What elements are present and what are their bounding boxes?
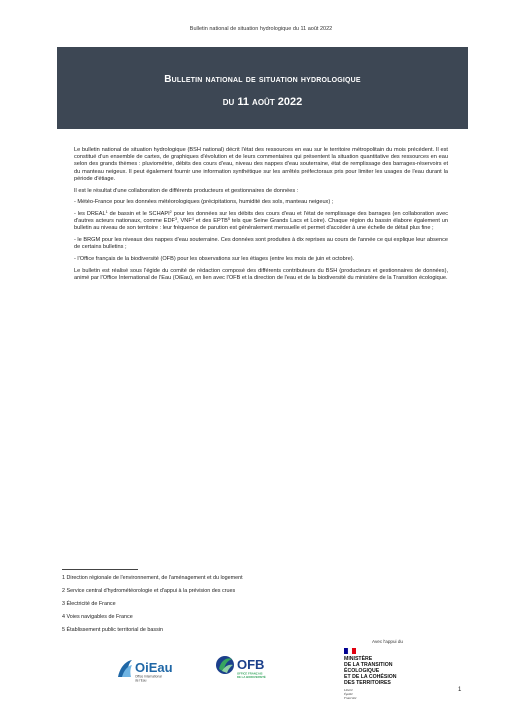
running-header: Bulletin national de situation hydrologique du 11 août 2022	[189, 26, 333, 32]
paragraph-intro: Le bulletin national de situation hydrologique (BSH national) décrit l'état des ressources en eau sur le territoire métropolitain du mois précédent. Il est constitué d'un ensemble de cartes, de graphiques d'évolution et de leurs commentaires qui présentent la situation quantitative des ressources en eau selon des grands thèmes : pluviométrie, débits des cours d'eau, niveau des nappes d'eau souterraine, état de remplissage des barrages-réservoirs et du manteau neigeux. Il peut également fournir une information synthétique sur les arrêtés préfectoraux pris pour limiter les usages de l'eau durant la période d'étiage.	[74, 147, 448, 182]
paragraph-brgm: - le BRGM pour les niveaux des nappes d'eau souterraine. Ces données sont produites à dix reprises au cours de l'année ce qui explique leur absence de certains bulletins ;	[74, 237, 448, 251]
title-banner	[57, 47, 468, 129]
support-caption: Avec l'appui du	[372, 639, 403, 644]
svg-text:ÉCOLOGIQUE: ÉCOLOGIQUE	[344, 668, 380, 674]
svg-text:OFB: OFB	[237, 657, 265, 672]
footnote-separator	[62, 569, 138, 570]
footnote-5: 5 Établissement public territorial de bassin	[62, 627, 163, 633]
svg-text:de l'Eau: de l'Eau	[135, 678, 147, 683]
oieau-logo	[116, 655, 186, 683]
footnote-4: 4 Voies navigables de France	[62, 614, 133, 620]
footnotes	[62, 575, 422, 640]
ministere-logo	[342, 648, 442, 710]
footnote-ref-1[interactable]: 1	[105, 209, 108, 214]
footnote-2: 2 Service central d'hydrométéorologie et d'appui à la prévision des crues	[62, 588, 236, 594]
svg-text:ET DE LA COHÉSION: ET DE LA COHÉSION	[344, 674, 397, 680]
banner-date: du 11 août 2022	[222, 96, 303, 108]
ofb-logo	[213, 652, 279, 682]
footnote-3: 3 Électricité de France	[62, 601, 116, 607]
paragraph-ofb: - l'Office français de la biodiversité (OFB) pour les observations sur les étiages (entre les mois de juin et octobre).	[74, 255, 355, 262]
footnote-1: 1 Direction régionale de l'environnement, de l'aménagement et du logement	[62, 575, 243, 581]
svg-text:Fraternité: Fraternité	[344, 696, 357, 700]
svg-text:OiEau: OiEau	[135, 660, 173, 675]
svg-text:DE LA BIODIVERSITÉ: DE LA BIODIVERSITÉ	[237, 675, 266, 679]
svg-text:OFFICE FRANÇAIS: OFFICE FRANÇAIS	[237, 671, 263, 676]
body-text	[74, 147, 448, 287]
paragraph-redaction: Le bulletin est réalisé sous l'égide du comité de rédaction composé des différents contributeurs du BSH (producteurs et gestionnaires de données), animé par l'Office International de l'Eau (OiEau), en lien avec l'OFB et la direction de l'eau et de la biodiversité du ministère de la Transition écologique.	[74, 267, 448, 281]
footnote-ref-4[interactable]: 4	[191, 217, 194, 222]
page-number: 1	[458, 687, 462, 693]
footnote-ref-2[interactable]: 2	[169, 209, 172, 214]
footnote-ref-3[interactable]: 3	[174, 217, 178, 222]
svg-text:DE LA TRANSITION: DE LA TRANSITION	[344, 662, 393, 668]
svg-text:Liberté: Liberté	[344, 688, 353, 692]
svg-text:MINISTÈRE: MINISTÈRE	[344, 656, 373, 662]
footnote-ref-5[interactable]: 5	[227, 217, 230, 222]
paragraph-collaboration: Il est le résultat d'une collaboration de différents producteurs et gestionnaires de données :	[74, 187, 299, 194]
svg-text:Office International: Office International	[135, 674, 162, 679]
svg-text:DES TERRITOIRES: DES TERRITOIRES	[344, 680, 391, 686]
paragraph-dreal: - les DREAL$^1$ de bassin et le SCHAPI$^2$ pour les données sur les débits des cours d'eau et l'état de remplissage des barrages (en collaboration avec d'autres acteurs nationaux, comme EDF$^3$, VNF$^4$ et des EPTB$^5$ tels que Seine Grands Lacs et Loire). Chaque région du bassin élabore également un bulletin au niveau de son territoire : leur fréquence de parution est généralement mensuelle et permet d'accéder à une échelle de détail plus fine ;	[74, 209, 448, 232]
paragraph-meteo-france: - Météo-France pour les données météorologiques (précipitations, humidité des sols, manteau neigeux) ;	[74, 199, 334, 206]
svg-text:Égalité: Égalité	[344, 692, 353, 696]
banner-title: Bulletin national de situation hydrologique	[164, 74, 361, 85]
